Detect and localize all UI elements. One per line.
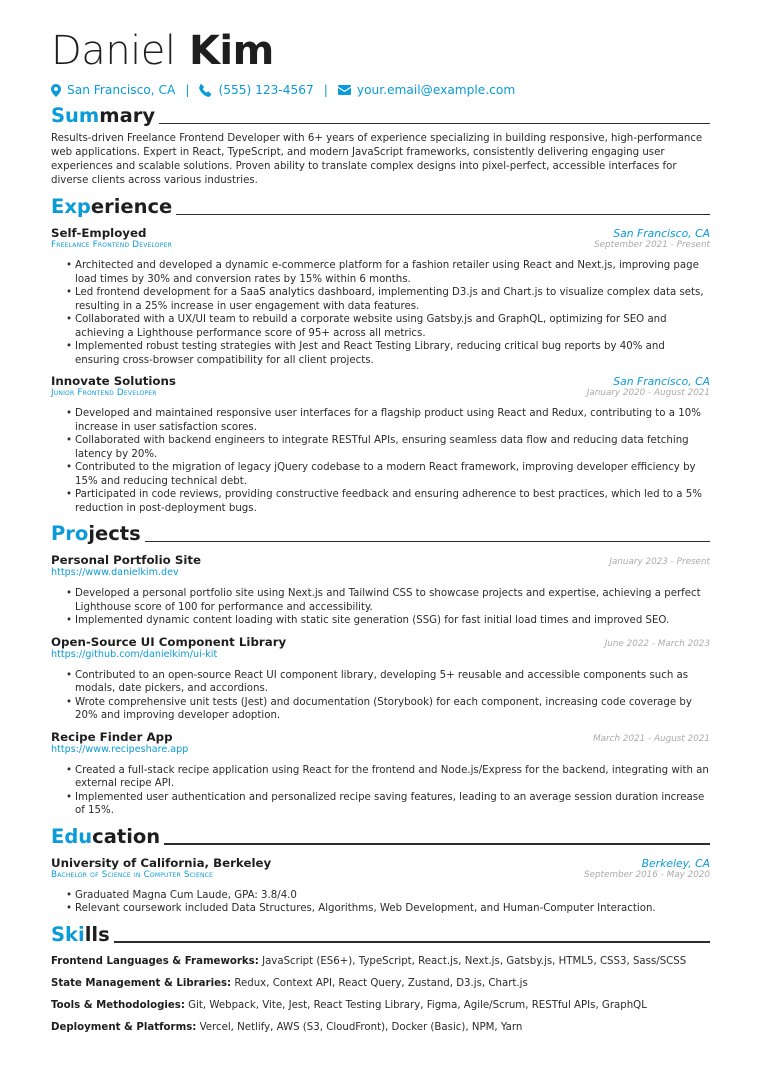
heading-accent: Pro xyxy=(51,522,89,545)
phone-text: (555) 123-4567 xyxy=(218,83,314,97)
project-link[interactable]: https://www.danielkim.dev xyxy=(51,567,179,578)
job-role: Junior Frontend Developer xyxy=(51,388,157,398)
location-text: San Francisco, CA xyxy=(67,83,176,97)
heading-rest: cation xyxy=(92,824,161,848)
list-item: • Developed a personal portfolio site using Next.js and Tailwind CSS to showcase projects and expertise, achieving a perfect Lighthouse score of 100 for performance and accessibility. xyxy=(75,587,710,614)
education-dates: September 2016 - May 2020 xyxy=(584,869,710,880)
project-dates: March 2021 - August 2021 xyxy=(593,733,710,744)
experience-heading xyxy=(51,195,710,219)
section-rule xyxy=(114,941,710,943)
contact-separator: | xyxy=(185,83,190,97)
list-item: • Led frontend development for a SaaS analytics dashboard, implementing D3.js and Chart.js to visualize complex data sets, resulting in a 25% increase in user engagement with data features. xyxy=(75,286,710,313)
list-item: • Relevant coursework included Data Structures, Algorithms, Web Development, and Human-Computer Interaction. xyxy=(75,902,710,916)
job-dates: January 2020 - August 2021 xyxy=(586,388,710,398)
list-item: • Implemented dynamic content loading with static site generation (SSG) for fast initial load times and improved SEO. xyxy=(75,614,710,628)
job-role: Freelance Frontend Developer xyxy=(51,240,172,250)
last-name: Kim xyxy=(188,28,274,74)
skill-row xyxy=(51,999,710,1013)
job-bullets xyxy=(51,259,710,367)
section-rule xyxy=(176,214,710,216)
list-item: • Created a full-stack recipe application using React for the frontend and Node.js/Express for the backend, integrating with an external recipe API. xyxy=(75,764,710,791)
list-item: • Implemented robust testing strategies with Jest and React Testing Library, reducing critical bug reports by 40% and ensuring cross-browser compatibility for all client projects. xyxy=(75,340,710,367)
heading-rest: jects xyxy=(88,522,141,545)
list-item: • Collaborated with backend engineers to integrate RESTful APIs, ensuring seamless data flow and reducing data fetching latency by 20%. xyxy=(75,434,710,461)
job-company: Innovate Solutions xyxy=(51,374,176,388)
project-dates: June 2022 - March 2023 xyxy=(604,638,710,649)
projects-title xyxy=(51,522,141,546)
skills-heading xyxy=(51,923,710,947)
list-item: • Architected and developed a dynamic e-commerce platform for a fashion retailer using React and Next.js, improving page load times by 30% and conversion rates by 15% within 6 months. xyxy=(75,259,710,286)
summary-text: Results-driven Freelance Frontend Developer with 6+ years of experience specializing in building responsive, high-performance web applications. Expert in React, TypeScript, and modern JavaScript frameworks, consistently delivering engaging user experiences and scalable solutions. Proven ability to translate complex designs into pixel-perfect, accessible interfaces for diverse clients across various industries. xyxy=(51,133,703,186)
job-bullets xyxy=(51,407,710,515)
email-text: your.email@example.com xyxy=(356,83,516,97)
skill-value: Vercel, Netlify, AWS (S3, CloudFront), Docker (Basic), NPM, Yarn xyxy=(199,1021,523,1033)
heading-accent: Exp xyxy=(51,195,91,218)
job-company: Self-Employed xyxy=(51,226,147,240)
education-heading xyxy=(51,825,710,849)
job-dates: September 2021 - Present xyxy=(594,240,710,250)
first-name: Daniel xyxy=(51,28,176,74)
projects-heading xyxy=(51,522,710,546)
skill-value: Git, Webpack, Vite, Jest, React Testing Library, Figma, Agile/Scrum, RESTful APIs, GraphQL xyxy=(188,999,647,1011)
project-bullets xyxy=(51,669,710,723)
contact-separator: | xyxy=(323,83,328,97)
skill-row xyxy=(51,977,710,991)
list-item: • Developed and maintained responsive user interfaces for a flagship product using React and Redux, contributing to a 10% increase in user satisfaction scores. xyxy=(75,407,710,434)
degree: Bachelor of Science in Computer Science xyxy=(51,869,214,880)
project-bullets xyxy=(51,587,710,628)
project-name: Open-Source UI Component Library xyxy=(51,634,287,649)
contact-line xyxy=(51,83,710,97)
school-location: Berkeley, CA xyxy=(641,856,710,870)
skills-title xyxy=(51,923,110,947)
job-entry xyxy=(51,374,710,515)
skill-label: Tools & Methodologies: xyxy=(51,999,185,1011)
heading-accent: Sum xyxy=(51,104,100,127)
summary-heading xyxy=(51,104,710,128)
list-item: • Graduated Magna Cum Laude, GPA: 3.8/4.0 xyxy=(75,889,710,903)
heading-rest: mary xyxy=(99,104,156,127)
project-link[interactable]: https://www.recipeshare.app xyxy=(51,743,189,755)
education-title xyxy=(51,825,160,849)
education-entry xyxy=(51,856,710,916)
skill-value: JavaScript (ES6+), TypeScript, React.js, Next.js, Gatsby.js, HTML5, CSS3, Sass/SCSS xyxy=(262,955,687,967)
project-entry xyxy=(51,730,710,818)
project-dates: January 2023 - Present xyxy=(609,557,710,567)
skill-row xyxy=(51,955,710,969)
list-item: • Participated in code reviews, providing constructive feedback and ensuring adherence to best practices, which led to a 5% reduction in post-deployment bugs. xyxy=(75,488,710,515)
education-bullets xyxy=(51,889,710,916)
heading-rest: lls xyxy=(84,922,110,946)
list-item: • Wrote comprehensive unit tests (Jest) and documentation (Storybook) for each component, increasing code coverage by 20% and improving developer adoption. xyxy=(75,696,710,723)
project-entry xyxy=(51,553,710,628)
list-item: • Collaborated with a UX/UI team to rebuild a corporate website using Gatsby.js and GraphQL, optimizing for SEO and achieving a Lighthouse performance score of 95+ across all metrics. xyxy=(75,313,710,340)
skill-value: Redux, Context API, React Query, Zustand, D3.js, Chart.js xyxy=(234,977,528,989)
map-marker-icon xyxy=(51,84,61,97)
project-bullets xyxy=(51,764,710,818)
skill-label: Frontend Languages & Frameworks: xyxy=(51,955,259,967)
skill-label: Deployment & Platforms: xyxy=(51,1021,197,1033)
list-item: • Contributed to the migration of legacy jQuery codebase to a modern React framework, improving developer efficiency by 15% and reducing technical debt. xyxy=(75,461,710,488)
envelope-icon xyxy=(338,85,351,95)
heading-accent: Ski xyxy=(51,922,85,946)
contact-location xyxy=(51,83,175,97)
school-name: University of California, Berkeley xyxy=(51,855,272,870)
project-name: Recipe Finder App xyxy=(51,729,173,744)
skills-list xyxy=(51,955,710,1035)
contact-phone[interactable] xyxy=(199,83,313,97)
project-name: Personal Portfolio Site xyxy=(51,553,202,567)
job-location: San Francisco, CA xyxy=(613,375,710,388)
section-rule xyxy=(145,541,710,543)
contact-email[interactable] xyxy=(338,83,515,97)
job-entry xyxy=(51,226,710,367)
skill-row xyxy=(51,1021,710,1035)
list-item: • Implemented user authentication and personalized recipe saving features, leading to an average session duration increase of 15%. xyxy=(75,791,710,818)
section-rule xyxy=(164,843,710,845)
experience-title xyxy=(51,195,172,219)
project-entry xyxy=(51,635,710,723)
candidate-name xyxy=(51,28,710,74)
heading-rest: erience xyxy=(90,195,173,218)
phone-icon xyxy=(199,84,212,97)
project-link[interactable]: https://github.com/danielkim/ui-kit xyxy=(51,648,218,660)
list-item: • Contributed to an open-source React UI component library, developing 5+ reusable and accessible components such as modals, date pickers, and accordions. xyxy=(75,669,710,696)
skill-label: State Management & Libraries: xyxy=(51,977,232,989)
section-rule xyxy=(159,123,710,125)
heading-accent: Edu xyxy=(51,824,93,848)
job-location: San Francisco, CA xyxy=(613,227,710,240)
summary-title xyxy=(51,104,155,128)
